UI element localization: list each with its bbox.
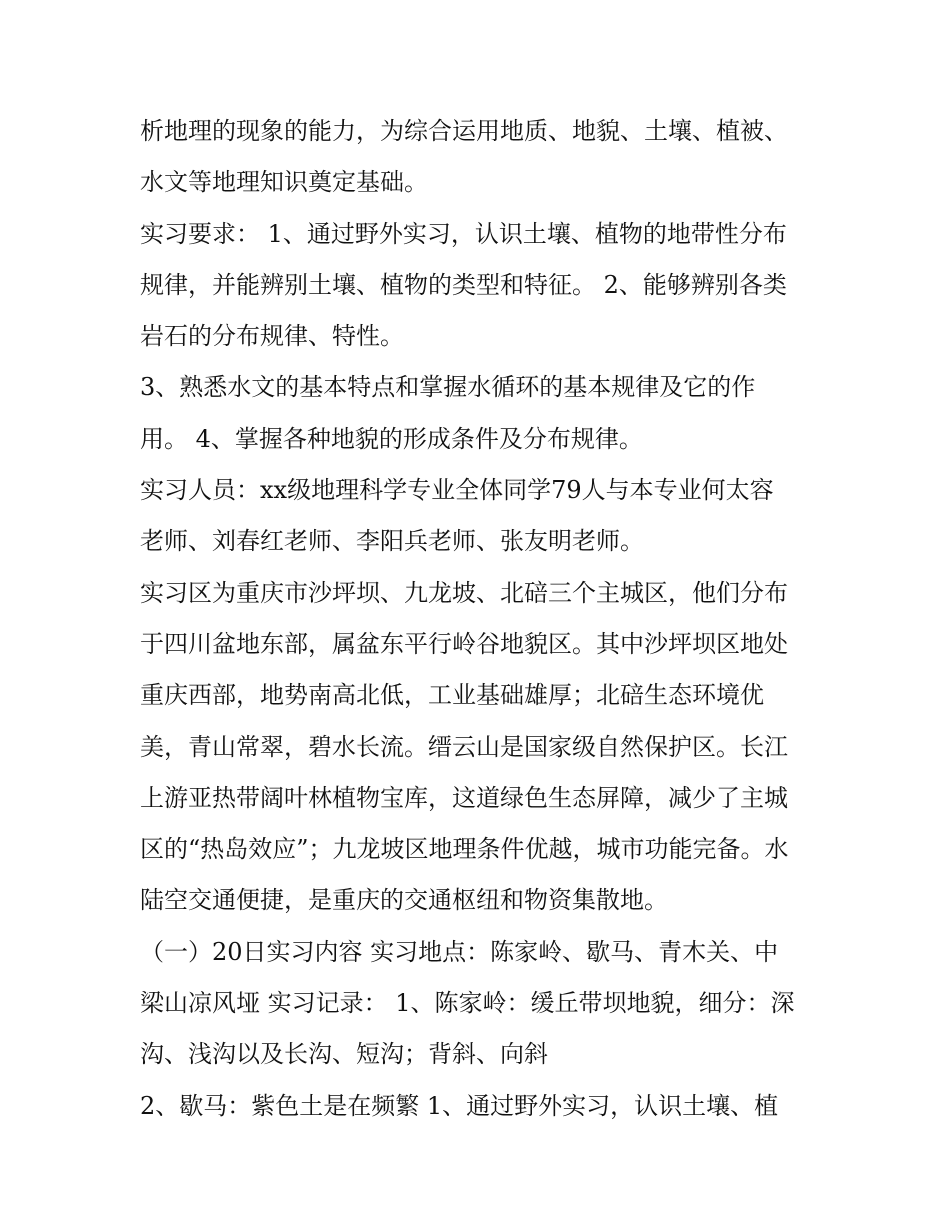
text-line-2: 水文等地理知识奠定基础。: [140, 168, 428, 197]
text-line-15: 区的“热岛效应”；九龙坡区地理条件优越，城市功能完备。水: [140, 835, 789, 864]
text-line-4: 规律，并能辨别土壤、植物的类型和特征。 2、能够辨别各类: [140, 270, 787, 299]
text-line-14: 上游亚热带阔叶林植物宝库，这道绿色生态屏障，减少了主城: [140, 783, 788, 812]
text-line-3: 实习要求： 1、通过野外实习，认识土壤、植物的地带性分布: [140, 219, 787, 248]
text-line-17: （一）20日实习内容 实习地点：陈家岭、歇马、青木关、中: [140, 937, 779, 966]
text-line-6: 3、熟悉水文的基本特点和掌握水循环的基本规律及它的作: [140, 373, 756, 402]
text-line-5: 岩石的分布规律、特性。: [140, 322, 404, 351]
text-line-20: 2、歇马：紫色土是在频繁 1、通过野外实习，认识土壤、植: [140, 1091, 779, 1120]
text-line-11: 于四川盆地东部，属盆东平行岭谷地貌区。其中沙坪坝区地处: [140, 629, 788, 658]
text-line-19: 沟、浅沟以及长沟、短沟；背斜、向斜: [140, 1040, 548, 1069]
text-line-8: 实习人员：xx级地理科学专业全体同学79人与本专业何太容: [140, 476, 774, 505]
text-line-13: 美，青山常翠，碧水长流。缙云山是国家级自然保护区。长江: [140, 732, 788, 761]
text-line-12: 重庆西部，地势南高北低，工业基础雄厚；北碚生态环境优: [140, 681, 764, 710]
text-line-18: 梁山凉风垭 实习记录： 1、陈家岭：缓丘带坝地貌，细分：深: [140, 989, 795, 1018]
text-line-16: 陆空交通便捷，是重庆的交通枢纽和物资集散地。: [140, 886, 668, 915]
text-line-10: 实习区为重庆市沙坪坝、九龙坡、北碚三个主城区，他们分布: [140, 578, 788, 607]
text-line-7: 用。 4、掌握各种地貌的形成条件及分布规律。: [140, 424, 643, 453]
text-line-9: 老师、刘春红老师、李阳兵老师、张友明老师。: [140, 527, 644, 556]
document-body: [140, 106, 830, 1132]
text-line-1: 析地理的现象的能力，为综合运用地质、地貌、土壤、植被、: [140, 117, 788, 145]
